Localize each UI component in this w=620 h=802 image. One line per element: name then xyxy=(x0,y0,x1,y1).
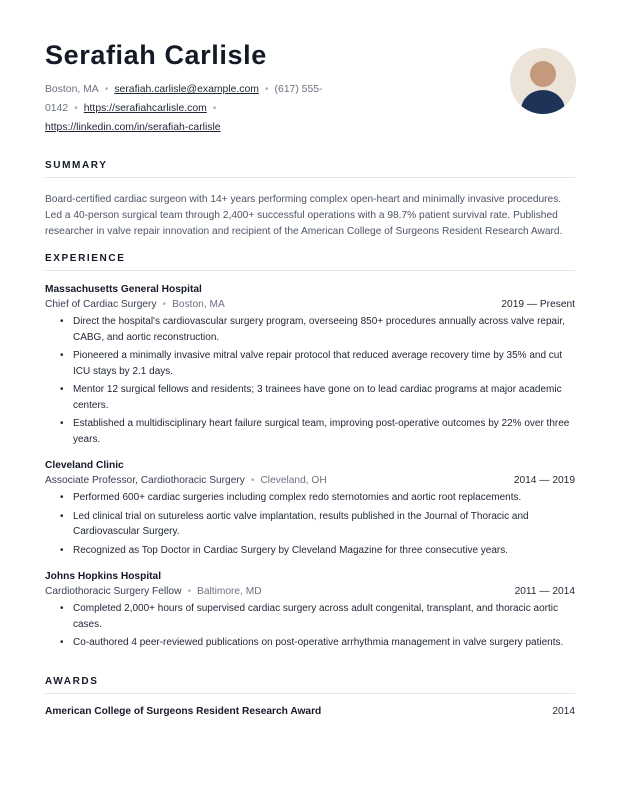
award-year: 2014 xyxy=(552,706,575,717)
separator-dot: • xyxy=(104,84,109,95)
award-title: American College of Surgeons Resident Research Award xyxy=(45,706,322,717)
job-location: Cleveland, OH xyxy=(260,475,327,486)
bullet-text: Direct the hospital's cardiovascular surgery program, overseeing 850+ procedures annually across valve repair, CABG, and aortic reconstruction. xyxy=(73,316,565,343)
job-location: Baltimore, MD xyxy=(197,586,262,597)
avatar-body-shape xyxy=(521,90,565,114)
bullet-list xyxy=(45,490,575,558)
avatar xyxy=(510,48,576,114)
bullet-item xyxy=(45,509,575,540)
company-name: Massachusetts General Hospital xyxy=(45,284,202,295)
separator-dot: • xyxy=(212,103,217,114)
bullet-text: Co-authored 4 peer-reviewed publications on post-operative arrhythmia management in valve surgery patients. xyxy=(73,637,564,648)
separator-dot: • xyxy=(162,299,167,310)
experience-heading: EXPERIENCE xyxy=(45,253,575,271)
bullet-item xyxy=(45,382,575,413)
bullet-list xyxy=(45,314,575,447)
role-line xyxy=(45,584,575,599)
bullet-list xyxy=(45,601,575,651)
awards-heading: AWARDS xyxy=(45,676,575,694)
job-dates: 2011 — 2014 xyxy=(514,586,575,597)
bullet-text: Led clinical trial on sutureless aortic valve implantation, results published in the Journal of Thoracic and Cardiovascular Surgery. xyxy=(73,510,529,537)
bullet-item xyxy=(45,490,575,506)
award-item xyxy=(45,704,575,719)
website-link[interactable]: https://serafiahcarlisle.com xyxy=(83,103,207,114)
bullet-item xyxy=(45,635,575,651)
separator-dot: • xyxy=(74,103,78,114)
candidate-name: Serafiah Carlisle xyxy=(45,40,267,70)
bullet-text: Performed 600+ cardiac surgeries including complex redo sternotomies and aortic root replacements. xyxy=(73,492,522,503)
job-title: Cardiothoracic Surgery Fellow xyxy=(45,586,182,597)
experience-item xyxy=(45,282,575,450)
bullet-dot: • xyxy=(60,492,64,503)
experience-item xyxy=(45,569,575,654)
bullet-dot: • xyxy=(60,316,64,327)
summary-text: Board-certified cardiac surgeon with 14+ years performing complex open-heart and minimally invasive procedures. Led a 40-person surgical team through 2,400+ successful operations with a 98.7% patient survival rate. Published researcher in valve repair innovation and recipient of the American College of Surgeons Resident Research Award. xyxy=(45,194,563,237)
role-line xyxy=(45,297,575,312)
job-title: Chief of Cardiac Surgery xyxy=(45,299,157,310)
bullet-dot: • xyxy=(60,510,64,522)
bullet-dot: • xyxy=(60,418,64,429)
bullet-dot: • xyxy=(60,637,64,648)
contact-line xyxy=(45,80,495,137)
summary-heading: SUMMARY xyxy=(45,160,575,178)
bullet-text: Completed 2,000+ hours of supervised cardiac surgery across adult congenital, transplant, and thoracic aortic cases. xyxy=(73,603,558,630)
bullet-text: Recognized as Top Doctor in Cardiac Surgery by Cleveland Magazine for three consecutive years. xyxy=(73,544,509,556)
bullet-item xyxy=(45,601,575,632)
bullet-item xyxy=(45,543,575,559)
location-text: Boston, MA xyxy=(45,84,99,95)
bullet-text: Established a multidisciplinary heart failure surgical team, improving post-operative outcomes by 22% over three years. xyxy=(73,418,570,445)
bullet-dot: • xyxy=(60,544,64,556)
company-name: Cleveland Clinic xyxy=(45,460,124,471)
job-dates: 2019 — Present xyxy=(501,299,575,310)
email-link[interactable]: serafiah.carlisle@example.com xyxy=(114,84,259,95)
avatar-head-shape xyxy=(530,61,556,87)
job-dates: 2014 — 2019 xyxy=(513,475,575,486)
bullet-item xyxy=(45,314,575,345)
separator-dot: • xyxy=(250,475,255,486)
bullet-dot: • xyxy=(60,384,64,395)
job-location: Boston, MA xyxy=(172,299,225,310)
experience-item xyxy=(45,458,575,561)
bullet-dot: • xyxy=(60,350,64,361)
separator-dot: • xyxy=(187,586,192,597)
bullet-text: Pioneered a minimally invasive mitral valve repair protocol that reduced average recovery time by 35% and cut ICU stays by 2.1 days. xyxy=(73,350,563,377)
phone-text: (617) 555-0142 xyxy=(45,84,323,114)
role-line xyxy=(45,473,575,488)
company-name: Johns Hopkins Hospital xyxy=(45,571,162,582)
bullet-item xyxy=(45,416,575,447)
bullet-dot: • xyxy=(60,603,64,614)
job-title: Associate Professor, Cardiothoracic Surgery xyxy=(45,475,245,486)
bullet-item xyxy=(45,348,575,379)
linkedin-link[interactable]: https://linkedin.com/in/serafiah-carlisle xyxy=(45,122,221,133)
bullet-text: Mentor 12 surgical fellows and residents; 3 trainees have gone on to lead cardiac programs at major academic centers. xyxy=(73,384,562,411)
separator-dot: • xyxy=(264,84,269,95)
